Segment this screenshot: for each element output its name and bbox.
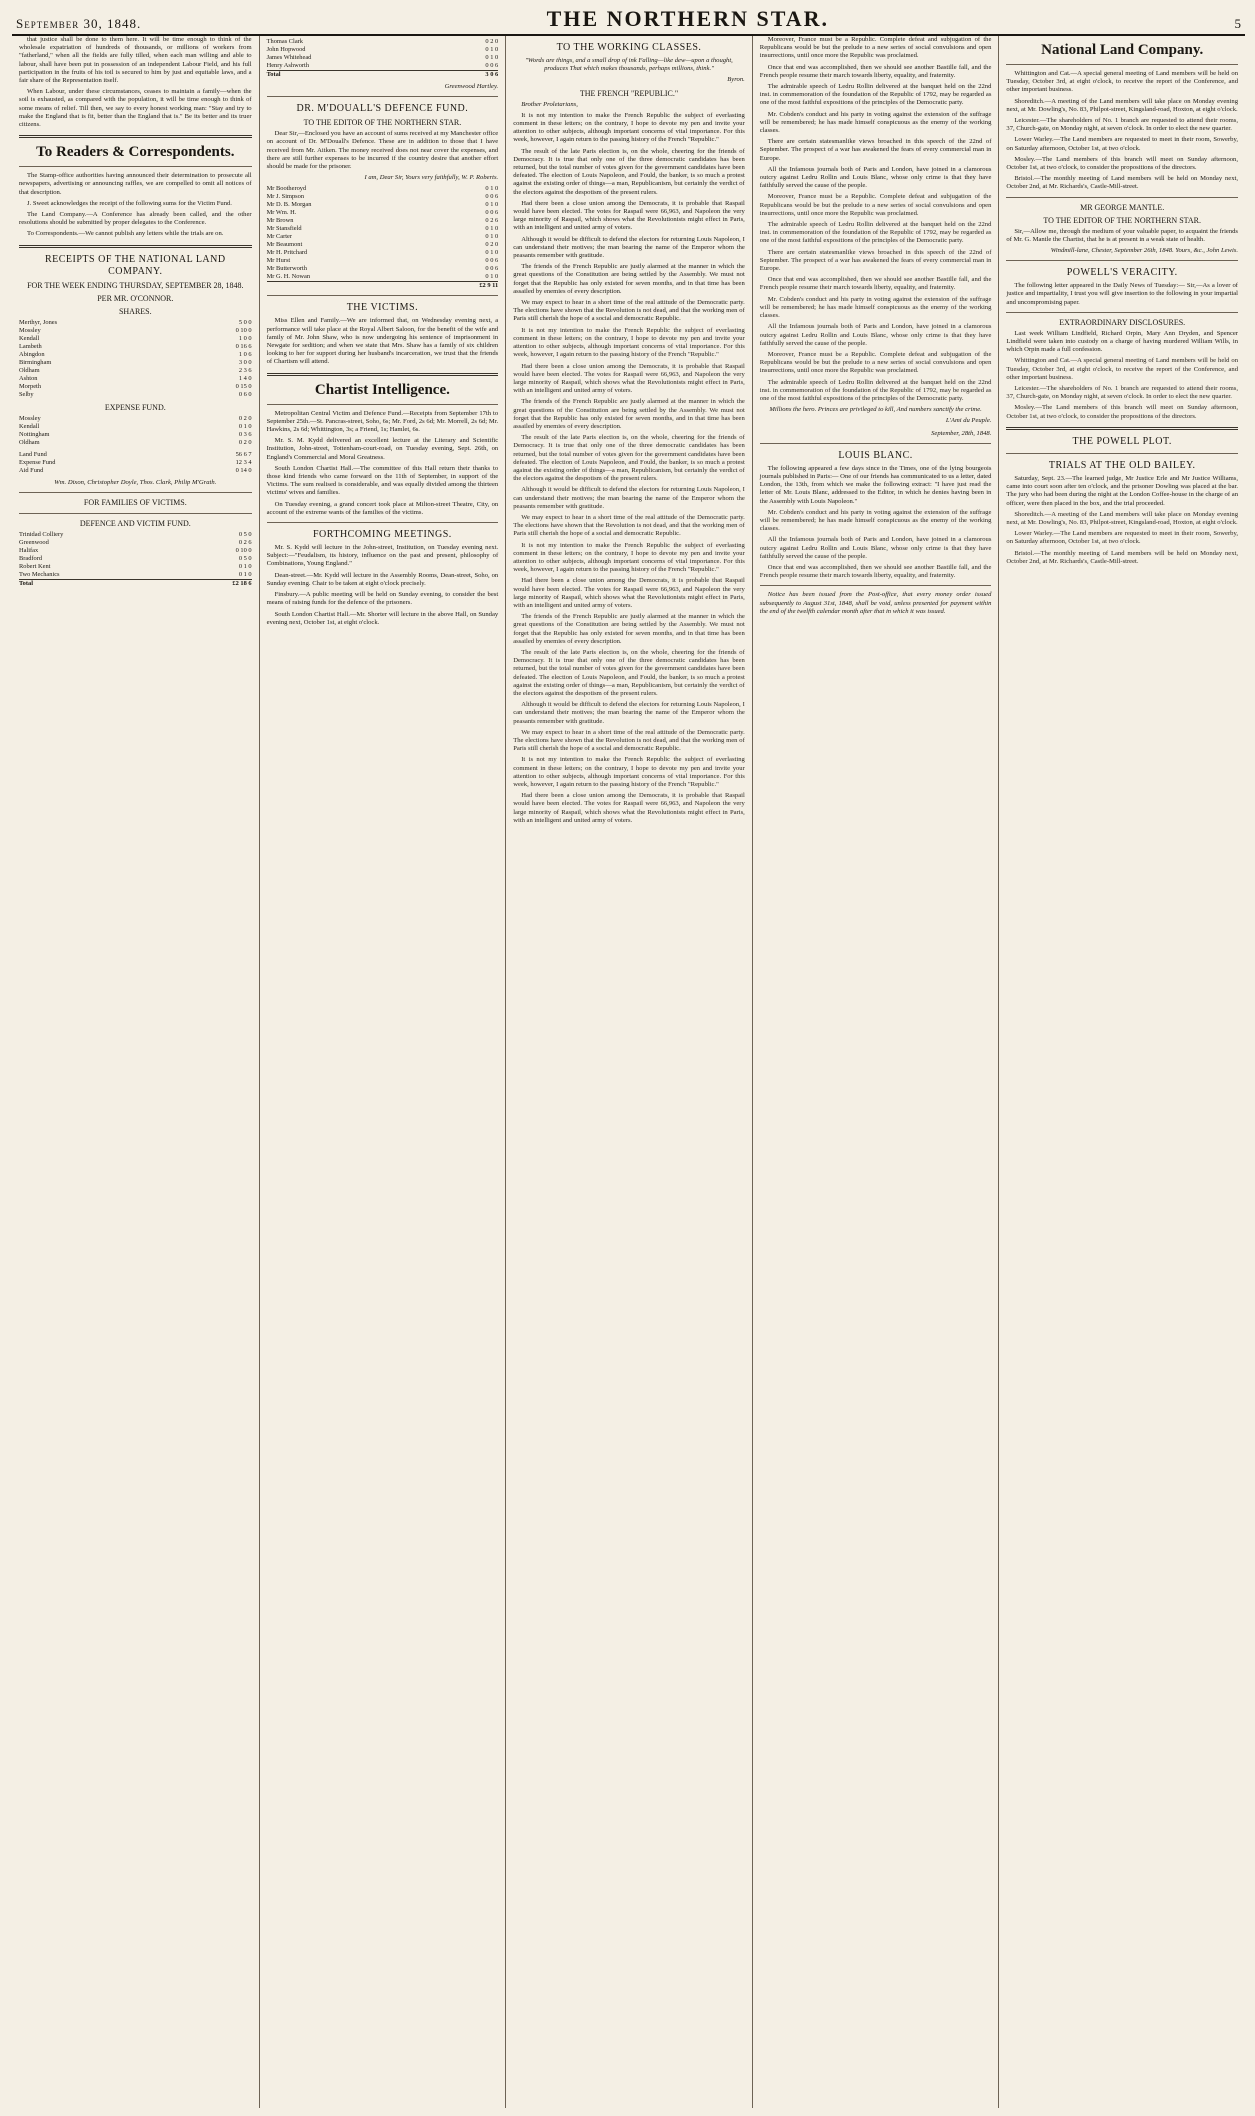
paragraph: Moreover, France must be a Republic. Complete defeat and subjugation of the Republicans would be but the prelude to a new series of social convulsions and open insurrections, until once more the Republic was proclaimed.	[759, 36, 992, 60]
columns	[12, 36, 1245, 2108]
intel-item: Mr. S. M. Kydd delivered an excellent lecture at the Literary and Scientific Institution, John-street, Tottenham-court-road, on Tuesday evening, Sept. 26th, on England's Commercial and Moral Greatness.	[266, 437, 499, 461]
table-row: John Hopwood 0 1 0	[266, 46, 499, 53]
table-row: Mr H. Pritchard 0 1 0	[266, 249, 499, 257]
table-row: Aid Fund 0 14 0	[19, 466, 252, 474]
salutation: Brother Proletarians,	[521, 100, 578, 108]
notice: To Correspondents.—We cannot publish any letters while the trials are on.	[27, 230, 224, 238]
receipts-for: PER MR. O'CONNOR.	[97, 293, 174, 303]
letter-amounts	[267, 38, 499, 79]
signature: L'Ami du Peuple.	[945, 417, 992, 425]
working-classes-heading: TO THE WORKING CLASSES.	[556, 42, 702, 53]
table-row: Lambeth 0 16 6	[19, 342, 252, 350]
table-row: Total 3 0 6	[266, 71, 499, 78]
powell-veracity-heading: POWELL'S VERACITY.	[1066, 267, 1178, 279]
meeting-item: Mr. S. Kydd will lecture in the John-street, Institution, on Tuesday evening next. Subject:—"Feudalism, its history, influence on the past and present, philosophy of Combinations, Young England."	[266, 544, 499, 568]
table-row: Thomas Clark 0 2 0	[266, 38, 499, 45]
table-row: Henry Ashworth 0 0 6	[266, 62, 499, 69]
notice: Mosley.—The Land members of this branch will meet on Sunday afternoon, October 1st, at two o'clock, to consider the propositions of the directors.	[1006, 155, 1238, 172]
table-row: Mr J. Simpson 0 0 6	[266, 193, 499, 201]
meeting-item: South London Chartist Hall.—Mr. Shorter will lecture in the above Hall, on Sunday evening next, October 1st, at eight o'clock.	[266, 610, 499, 626]
meetings-heading: FORTHCOMING MEETINGS.	[312, 529, 452, 541]
letter-body: Dear Sir,—Enclosed you have an account of sums received at my Manchester office on account of Dr. M'Douall's Defence. These are in addition to those that I have received from Mr. Aitken. The money received does not near cover the expenses, and there are still further expenses to be incurred if the country desire that another effort should be made for the prisoner.	[266, 130, 499, 171]
paragraph: Lower Warley.—The Land members are requested to meet in their room, Sowerby, on Saturday afternoon, October 1st, at two o'clock.	[1006, 530, 1238, 546]
table-row: Bradford 0 5 0	[19, 554, 252, 562]
paragraph: The admirable speech of Ledru Rollin delivered at the banquet held on the 22nd inst. in commemoration of the foundation of the Republic of 1792, may be regarded as one of the most faithful expositions of the principles of the Democratic party.	[759, 378, 992, 402]
victims-heading: THE VICTIMS.	[346, 302, 419, 314]
intel-item: South London Chartist Hall.—The committee of this Hall return their thanks to those kind friends who came forward on the 11th of September, in support of the Victims. The sum realised is considerable, and was equally divided among the thirteen victims' wives and families.	[266, 464, 499, 497]
table-row: Nottingham 0 3 6	[19, 430, 252, 438]
paragraph: When Labour, under these circumstances, ceases to maintain a family—when the soil is exhausted, as compared with the population, it will be time enough to think of some means of relief. Till then, we say to every honest working man: "Stay and try to make the England that is fit, better than the England that is." Be its better and its truer citizens.	[19, 88, 252, 129]
table-row: Mr Wm. H. 0 0 6	[266, 209, 499, 217]
signature-date: September, 28th, 1848.	[931, 429, 992, 437]
paragraph: Last week William Lindfield, Richard Orpin, Mary Ann Dryden, and Spencer Lindfield were taken into custody on a charge of having murdered William Wills, in which Orpin made a full confession.	[1006, 329, 1238, 354]
paragraph: We may expect to hear in a short time of the real attitude of the Democratic party. The elections have shown that the Revolution is not dead, and that the working men of Paris still cherish the hope of a social and democratic Republic.	[513, 299, 745, 323]
receipts-heading: RECEIPTS OF THE NATIONAL LAND COMPANY.	[44, 253, 226, 277]
table-row: Morpeth 0 15 0	[19, 382, 252, 390]
paragraph: Had there been a close union among the Democrats, it is probable that Raspail would have been elected. The votes for Raspail were 66,963, and Napoleon the very large minority of Raspail, which shows what the Revolutionists might effect in Paris, with an intelligent and united army of voters.	[513, 199, 745, 232]
table-row: James Whitehead 0 1 0	[266, 54, 499, 61]
epigraph-author: Byron.	[727, 76, 745, 84]
notice: J. Sweet acknowledges the receipt of the following sums for the Victim Fund.	[27, 199, 232, 207]
table-row: Robert Kent 0 1 0	[19, 562, 252, 570]
paragraph: All the Infamous journals both of Paris and London, have joined in a clamorous outcry against Ledru Rollin and Louis Blanc, whose only crime is that they have faithfully served the cause of the people.	[759, 323, 992, 347]
paragraph: It is not my intention to make the French Republic the subject of everlasting comment in these letters; on the contrary, I hope to devote my pen and invite your attention to other subjects, although important concerns of vital importance. For this week, however, I again return to the passing history of the French "Republic."	[513, 541, 745, 574]
subheading: THE FRENCH "REPUBLIC."	[579, 88, 679, 98]
table-row: Mr G. H. Nowan 0 1 0	[266, 273, 499, 281]
column-5	[998, 36, 1245, 2108]
paragraph: Once that end was accomplished, then we should see another Bastille fall, and the French people resume their march towards liberty, equality, and fraternity.	[759, 563, 992, 580]
paragraph: The result of the late Paris election is, on the whole, cheering for the friends of Democracy. It is true that only one of the three democratic candidates has been returned, but the total number of votes given for the government candidates have been defeated. The election of Louis Napoleon, and Fould, the banker, is so much a protest against the existing order of things—a man, Republicanism, but certainly the verdict of the electors against the despotism of the present rulers.	[513, 147, 745, 196]
paragraph: The result of the late Paris election is, on the whole, cheering for the friends of Democracy. It is true that only one of the three democratic candidates has been returned, but the total number of votes given for the government candidates have been defeated. The election of Louis Napoleon, and Fould, the banker, is so much a protest against the existing order of things—a man, Republicanism, but certainly the verdict of the electors against the despotism of the present rulers.	[513, 649, 745, 698]
disclosures-heading: EXTRAORDINARY DISCLOSURES.	[1059, 317, 1186, 327]
table-row: Selby 0 6 0	[19, 390, 252, 398]
paragraph: The admirable speech of Ledru Rollin delivered at the banquet held on the 22nd inst. in commemoration of the foundation of the Republic of 1792, may be regarded as one of the most faithful expositions of the principles of the Democratic party.	[759, 83, 992, 107]
paragraph: The following appeared a few days since in the Times, one of the lying bourgeois journals published in Paris:— One of our friends has communicated to us a letter, dated London, the 13th, from which we make the following extract: "I have just read the letter of Mr. Louis Blanc, addressed to the Editor, in which he denies having been in the Assembly with Louis Napoleon."	[759, 464, 992, 505]
trials-heading: TRIALS AT THE OLD BAILEY.	[1048, 459, 1196, 471]
paragraph: Whittington and Cat.—A special general meeting of Land members will be held on Tuesday, October 3rd, at eight o'clock, to receive the report of the Conference, and other important business.	[1006, 357, 1238, 381]
defence-fund-heading: DR. M'DOUALL'S DEFENCE FUND.	[296, 103, 469, 115]
paragraph: Shoreditch.—A meeting of the Land members will take place on Monday evening next, at Mr. Dowling's, No. 83, Philpot-street, Kingsland-road, Hoxton, at eight o'clock.	[1006, 510, 1238, 526]
meeting-item: Dean-street.—Mr. Kydd will lecture in the Assembly Rooms, Dean-street, Soho, on Sunday evening. Chair to be taken at eight o'clock precisely.	[266, 571, 499, 587]
masthead	[12, 6, 1245, 36]
signature: Greenwood Hartley.	[444, 83, 499, 90]
table-row: Mossley 0 10 0	[19, 326, 252, 334]
paragraph: Moreover, France must be a Republic. Complete defeat and subjugation of the Republicans would be but the prelude to a new series of social convulsions and open insurrections, until once more the Republic was proclaimed.	[759, 350, 992, 375]
table-row: Two Mechanics 0 1 0	[19, 570, 252, 578]
table-row: Land Fund 56 6 7	[19, 450, 252, 458]
table-row: Kendall 0 1 0	[19, 422, 252, 430]
column-1	[12, 36, 259, 2108]
table-row: Mr Hurst 0 0 6	[266, 257, 499, 265]
paragraph: Once that end was accomplished, then we should see another Bastille fall, and the French people resume their march towards liberty, equality, and fraternity.	[759, 63, 992, 79]
table-row: Expense Fund 12 3 4	[19, 458, 252, 466]
letter-body: Sir,—Allow me, through the medium of your valuable paper, to acquaint the friends of Mr. G. Mantle the Chartist, that he is at present in a weak state of health.	[1006, 227, 1238, 243]
paragraph: Mr. Cobden's conduct and his party in voting against the extension of the suffrage will be remembered; he has made himself conspicuous as the enemy of the working classes.	[759, 295, 992, 320]
notice: Leicester.—The shareholders of No. 1 branch are requested to attend their rooms, 37, Church-gate, on Monday night, at seven o'clock. In order to elect the new quarter.	[1006, 117, 1238, 133]
table-row: £2 9 11	[267, 282, 499, 291]
paragraph: Although it would be difficult to defend the electors for returning Louis Napoleon, I can understand their motives; the man bearing the name of the Emperor whom the peasants remember with gratitude.	[513, 486, 745, 510]
paragraph: We may expect to hear in a short time of the real attitude of the Democratic party. The elections have shown that the Revolution is not dead, and that the working men of Paris still cherish the hope of a social and democratic Republic.	[513, 728, 745, 753]
table-row: Mr Butterworth 0 0 6	[266, 265, 499, 273]
table-row: Mr Beaumont 0 2 0	[266, 241, 499, 249]
paragraph: Moreover, France must be a Republic. Complete defeat and subjugation of the Republicans would be but the prelude to a new series of social convulsions and open insurrections, until once more the Republic was proclaimed.	[759, 193, 992, 217]
paragraph: Had there been a close union among the Democrats, it is probable that Raspail would have been elected. The votes for Raspail were 66,963, and Napoleon the very large minority of Raspail, which shows what the Revolutionists might effect in Paris, with an intelligent and united army of voters.	[513, 577, 745, 609]
table-row: Mossley 0 2 0	[19, 414, 252, 422]
powell-plot-heading: THE POWELL PLOT.	[1072, 435, 1172, 447]
intel-item: Metropolitan Central Victim and Defence Fund.—Receipts from September 17th to September 25th.—St. Pancras-street, Soho, 6s; Mr. Ford, 2s 6d; Mr. Morrell, 2s 6d; Mr. Hawkins, 2s 6d; Whittington, 3s; a Friend, 1s; Hamlet, 6s.	[266, 409, 499, 434]
expense-label: EXPENSE FUND.	[104, 402, 166, 412]
section-heading: To Readers & Correspondents.	[36, 144, 235, 161]
meeting-item: Finsbury.—A public meeting will be held on Sunday evening, to consider the best means of raising funds for the defence of the prisoners.	[266, 591, 499, 607]
paragraph: The friends of the French Republic are justly alarmed at the manner in which the great questions of the Constitution are being settled by the Assembly. We must not forget that the Republic has only existed for seven months, and in that time has been assailed by enemies of every description.	[513, 613, 745, 645]
notice: Bristol.—The monthly meeting of Land members will be held on Monday next, October 2nd, at Mr. Richards's, Castle-Mill-street.	[1006, 175, 1238, 191]
table-row: Ashton 1 4 0	[19, 374, 252, 382]
poem-lines: Millions the hero. Princes are privileged to kill, And numbers sanctify the crime.	[769, 406, 982, 414]
notice: The Land Company.—A Conference has already been called, and the other resolutions should be submitted by proper delegates to the Conference.	[19, 211, 252, 227]
defence-heading: DEFENCE AND VICTIM FUND.	[79, 518, 191, 528]
table-row: Birmingham 3 0 0	[19, 358, 252, 366]
paragraph: Mosley.—The Land members of this branch will meet on Sunday afternoon, October 1st, at two o'clock, to consider the propositions of the directors.	[1006, 404, 1238, 420]
paragraph: The result of the late Paris election is, on the whole, cheering for the friends of Democracy. It is true that only one of the three democratic candidates has been returned, but the total number of votes given for the government candidates have been defeated. The election of Louis Napoleon, and Fould, the banker, is so much a protest against the existing order of things—a man, Republicanism, but certainly the verdict of the electors against the despotism of the present rulers.	[513, 434, 745, 483]
paragraph: The friends of the French Republic are justly alarmed at the manner in which the great questions of the Constitution are being settled by the Assembly. We must not forget that the Republic has only existed for seven months, and in that time has been assailed by enemies of every description.	[513, 398, 745, 430]
table-row: Mr Brown 0 2 6	[266, 217, 499, 225]
intel-item: On Tuesday evening, a grand concert took place at Milton-street Theatre, City, on account of the extreme wants of the families of the victims.	[266, 500, 499, 516]
to-the-editor: TO THE EDITOR OF THE NORTHERN STAR.	[1043, 215, 1201, 225]
paragraph: Bristol.—The monthly meeting of Land members will be held on Monday next, October 2nd, at Mr. Richards's, Castle-Mill-street.	[1006, 549, 1238, 565]
epigraph: "Words are things, and a small drop of ink Falling—like dew—upon a thought, produces That which makes thousands, perhaps millions, think."	[525, 57, 733, 73]
paragraph: It is not my intention to make the French Republic the subject of everlasting comment in these letters; on the contrary, I hope to devote my pen and invite your attention to other subjects, although important concerns of vital importance. For this week, however, I again return to the passing history of the French "Republic."	[513, 326, 745, 359]
paragraph: Had there been a close union among the Democrats, it is probable that Raspail would have been elected. The votes for Raspail were 66,963, and Napoleon the very large minority of Raspail, which shows what the Revolutionists might effect in Paris, with an intelligent and united army of voters.	[513, 792, 745, 824]
victims-body: Miss Ellen and Family.—We are informed that, on Wednesday evening next, a performance will take place at the Royal Albert Saloon, for the benefit of the wife and family of Mr. John Shaw, who is now undergoing his sentence of imprisonment in Newgate for sedition; and when we state that Mrs. Shaw has a family of six children looking to her for support during her husband's incarceration, we trust that the friends of Chartism will attend.	[266, 317, 499, 366]
table-row: Mr Stansfield 0 1 0	[266, 225, 499, 233]
paragraph: All the Infamous journals both of Paris and London, have joined in a clamorous outcry against Ledru Rollin and Louis Blanc, whose only crime is that they have faithfully served the cause of the people.	[759, 165, 992, 190]
table-row: Halifax 0 10 0	[19, 546, 252, 554]
column-3	[505, 36, 752, 2108]
table-row: Oldham 2 3 6	[19, 366, 252, 374]
signature: I am, Dear Sir, Yours very faithfully, W. P. Roberts.	[364, 174, 499, 182]
signature: Windmill-lane, Chester, September 26th, 1848. Yours, &c., John Lewis.	[1050, 247, 1238, 255]
table-row: Oldham 0 2 0	[19, 438, 252, 446]
table-row: Total £2 18 6	[19, 579, 252, 587]
table-row: Abingdon 1 0 6	[19, 350, 252, 358]
page-number: 5	[1234, 16, 1241, 31]
louis-blanc-heading: LOUIS BLANC.	[838, 449, 913, 461]
receipts-subheading: FOR THE WEEK ENDING THURSDAY, SEPTEMBER 28, 1848.	[27, 280, 244, 290]
table-row: Mr D. B. Morgan 0 1 0	[266, 201, 499, 209]
column-4	[752, 36, 999, 2108]
notice: The Stamp-office authorities having announced their determination to prosecute all newspapers, advertising or announcing raffles, we are compelled to omit all notices of that description.	[19, 172, 252, 196]
paragraph: Although it would be difficult to defend the electors for returning Louis Napoleon, I can understand their motives; the man bearing the name of the Emperor whom the peasants remember with gratitude.	[513, 235, 745, 260]
expense-table	[19, 415, 252, 447]
column-2	[259, 36, 506, 2108]
notice: Whittington and Cat.—A special general meeting of Land members will be held on Tuesday, October 3rd, at eight o'clock, to receive the report of the Conference, and other important business.	[1006, 70, 1238, 94]
paragraph: The following letter appeared in the Daily News of Tuesday:— Sir,—As a lover of justice and impartiality, I trust you will give insertion to the following in your impartial and uncompromising paper.	[1006, 282, 1238, 306]
paragraph: All the Infamous journals both of Paris and London, have joined in a clamorous outcry against Ledru Rollin and Louis Blanc, whose only crime is that they have faithfully served the cause of the people.	[759, 536, 992, 560]
table-row: Trinidad Colliery 0 5 0	[19, 530, 252, 538]
defence-table	[19, 531, 252, 588]
issue-date: September 30, 1848.	[16, 16, 142, 31]
newspaper-title: THE NORTHERN STAR.	[546, 6, 830, 31]
table-row: Merthyr, Jones 5 0 0	[19, 318, 252, 326]
notice: Lower Warley.—The Land members are requested to meet in their room, Sowerby, on Saturday afternoon, October 1st, at two o'clock.	[1006, 136, 1238, 152]
notice: Shoreditch.—A meeting of the Land members will take place on Monday evening next, at Mr. Dowling's, No. 83, Philpot-street, Kingsland-road, Hoxton, at eight o'clock.	[1006, 97, 1238, 113]
land-company-heading: National Land Company.	[1041, 42, 1204, 58]
paragraph: There are certain statesmanlike views broached in this speech of the 22nd of September. The prospect of a war has awakened the fears of every commercial man in Europe.	[759, 138, 992, 162]
funds-table	[19, 451, 252, 475]
chartist-intelligence-heading: Chartist Intelligence.	[314, 381, 450, 398]
paragraph: Although it would be difficult to defend the electors for returning Louis Napoleon, I can understand their motives; the man bearing the name of the Emperor whom the peasants remember with gratitude.	[513, 701, 745, 725]
table-row: Kendall 1 0 0	[19, 334, 252, 342]
paragraph: Mr. Cobden's conduct and his party in voting against the extension of the suffrage will be remembered; he has made himself conspicuous as the enemy of the working classes.	[759, 508, 992, 533]
paragraph: Had there been a close union among the Democrats, it is probable that Raspail would have been elected. The votes for Raspail were 66,963, and Napoleon the very large minority of Raspail, which shows what the Revolutionists might effect in Paris, with an intelligent and united army of voters.	[513, 362, 745, 395]
table-row: Mr Carter 0 1 0	[266, 233, 499, 241]
paragraph: Mr. Cobden's conduct and his party in voting against the extension of the suffrage will be remembered; he has made himself conspicuous as the enemy of the working classes.	[759, 110, 992, 135]
shares-label: SHARES.	[118, 306, 152, 316]
table-row: Greenwood 0 2 6	[19, 538, 252, 546]
mantle-heading: MR GEORGE MANTLE.	[1080, 202, 1165, 212]
paragraph: Once that end was accomplished, then we should see another Bastille fall, and the French people resume their march towards liberty, equality, and fraternity.	[759, 276, 992, 292]
to-the-editor: TO THE EDITOR OF THE NORTHERN STAR.	[303, 118, 462, 128]
paragraph: Saturday, Sept. 23.—The learned judge, Mr Justice Erle and Mr Justice Williams, came into court soon after ten o'clock, and the prisoner Dowling was placed at the bar. The jury who had been during the night at the London Coffee-house in the charge of an officer, were then placed in the box, and the trial proceeded.	[1006, 474, 1238, 507]
paragraph: It is not my intention to make the French Republic the subject of everlasting comment in these letters; on the contrary, I hope to devote my pen and invite your attention to other subjects, although important concerns of vital importance. For this week, however, I again return to the passing history of the French "Republic."	[513, 756, 745, 789]
paragraph: The admirable speech of Ledru Rollin delivered at the banquet held on the 22nd inst. in commemoration of the foundation of the Republic of 1792, may be regarded as one of the most faithful expositions of the principles of the Democratic party.	[759, 221, 992, 245]
victims-heading: FOR FAMILIES OF VICTIMS.	[83, 497, 187, 507]
signatories: Wm. Dixon, Christopher Doyle, Thos. Clark, Philip M'Grath.	[54, 478, 217, 486]
post-office-notice: Notice has been issued from the Post-office, that every money order issued subsequently to August 31st, 1848, shall be void, unless presented for payment within the end of the twelfth calendar month after that in which it was issued.	[759, 591, 992, 615]
defence-items	[267, 185, 499, 290]
table-row: Mr Bootheroyd 0 1 0	[266, 185, 499, 193]
paragraph: There are certain statesmanlike views broached in this speech of the 22nd of September. The prospect of a war has awakened the fears of every commercial man in Europe.	[759, 248, 992, 273]
paragraph: Leicester.—The shareholders of No. 1 branch are requested to attend their rooms, 37, Church-gate, on Monday night, at seven o'clock. In order to elect the new quarter.	[1006, 385, 1238, 401]
lead-paragraph: that justice shall be done to them here. It will be time enough to think of the wholesale expatriation of hundreds of thousands, or millions of workers from "fatherland," when all the fields are fully tilled, when each man willing and able to labour, shall have been put in possession of an independent Labour Field, and his full participation in the fruits of his toil is secured to him by just and equitable laws, and a fair share of the Representation itself.	[19, 36, 252, 85]
paragraph: The friends of the French Republic are justly alarmed at the manner in which the great questions of the Constitution are being settled by the Assembly. We must not forget that the Republic has only existed for seven months, and in that time has been assailed by enemies of every description.	[513, 263, 745, 295]
shares-table	[19, 319, 252, 399]
paragraph: We may expect to hear in a short time of the real attitude of the Democratic party. The elections have shown that the Revolution is not dead, and that the working men of Paris still cherish the hope of a social and democratic Republic.	[513, 513, 745, 538]
paragraph: It is not my intention to make the French Republic the subject of everlasting comment in these letters; on the contrary, I hope to devote my pen and invite your attention to other subjects, although important concerns of vital importance. For this week, however, I again return to the passing history of the French "Republic."	[513, 111, 745, 144]
